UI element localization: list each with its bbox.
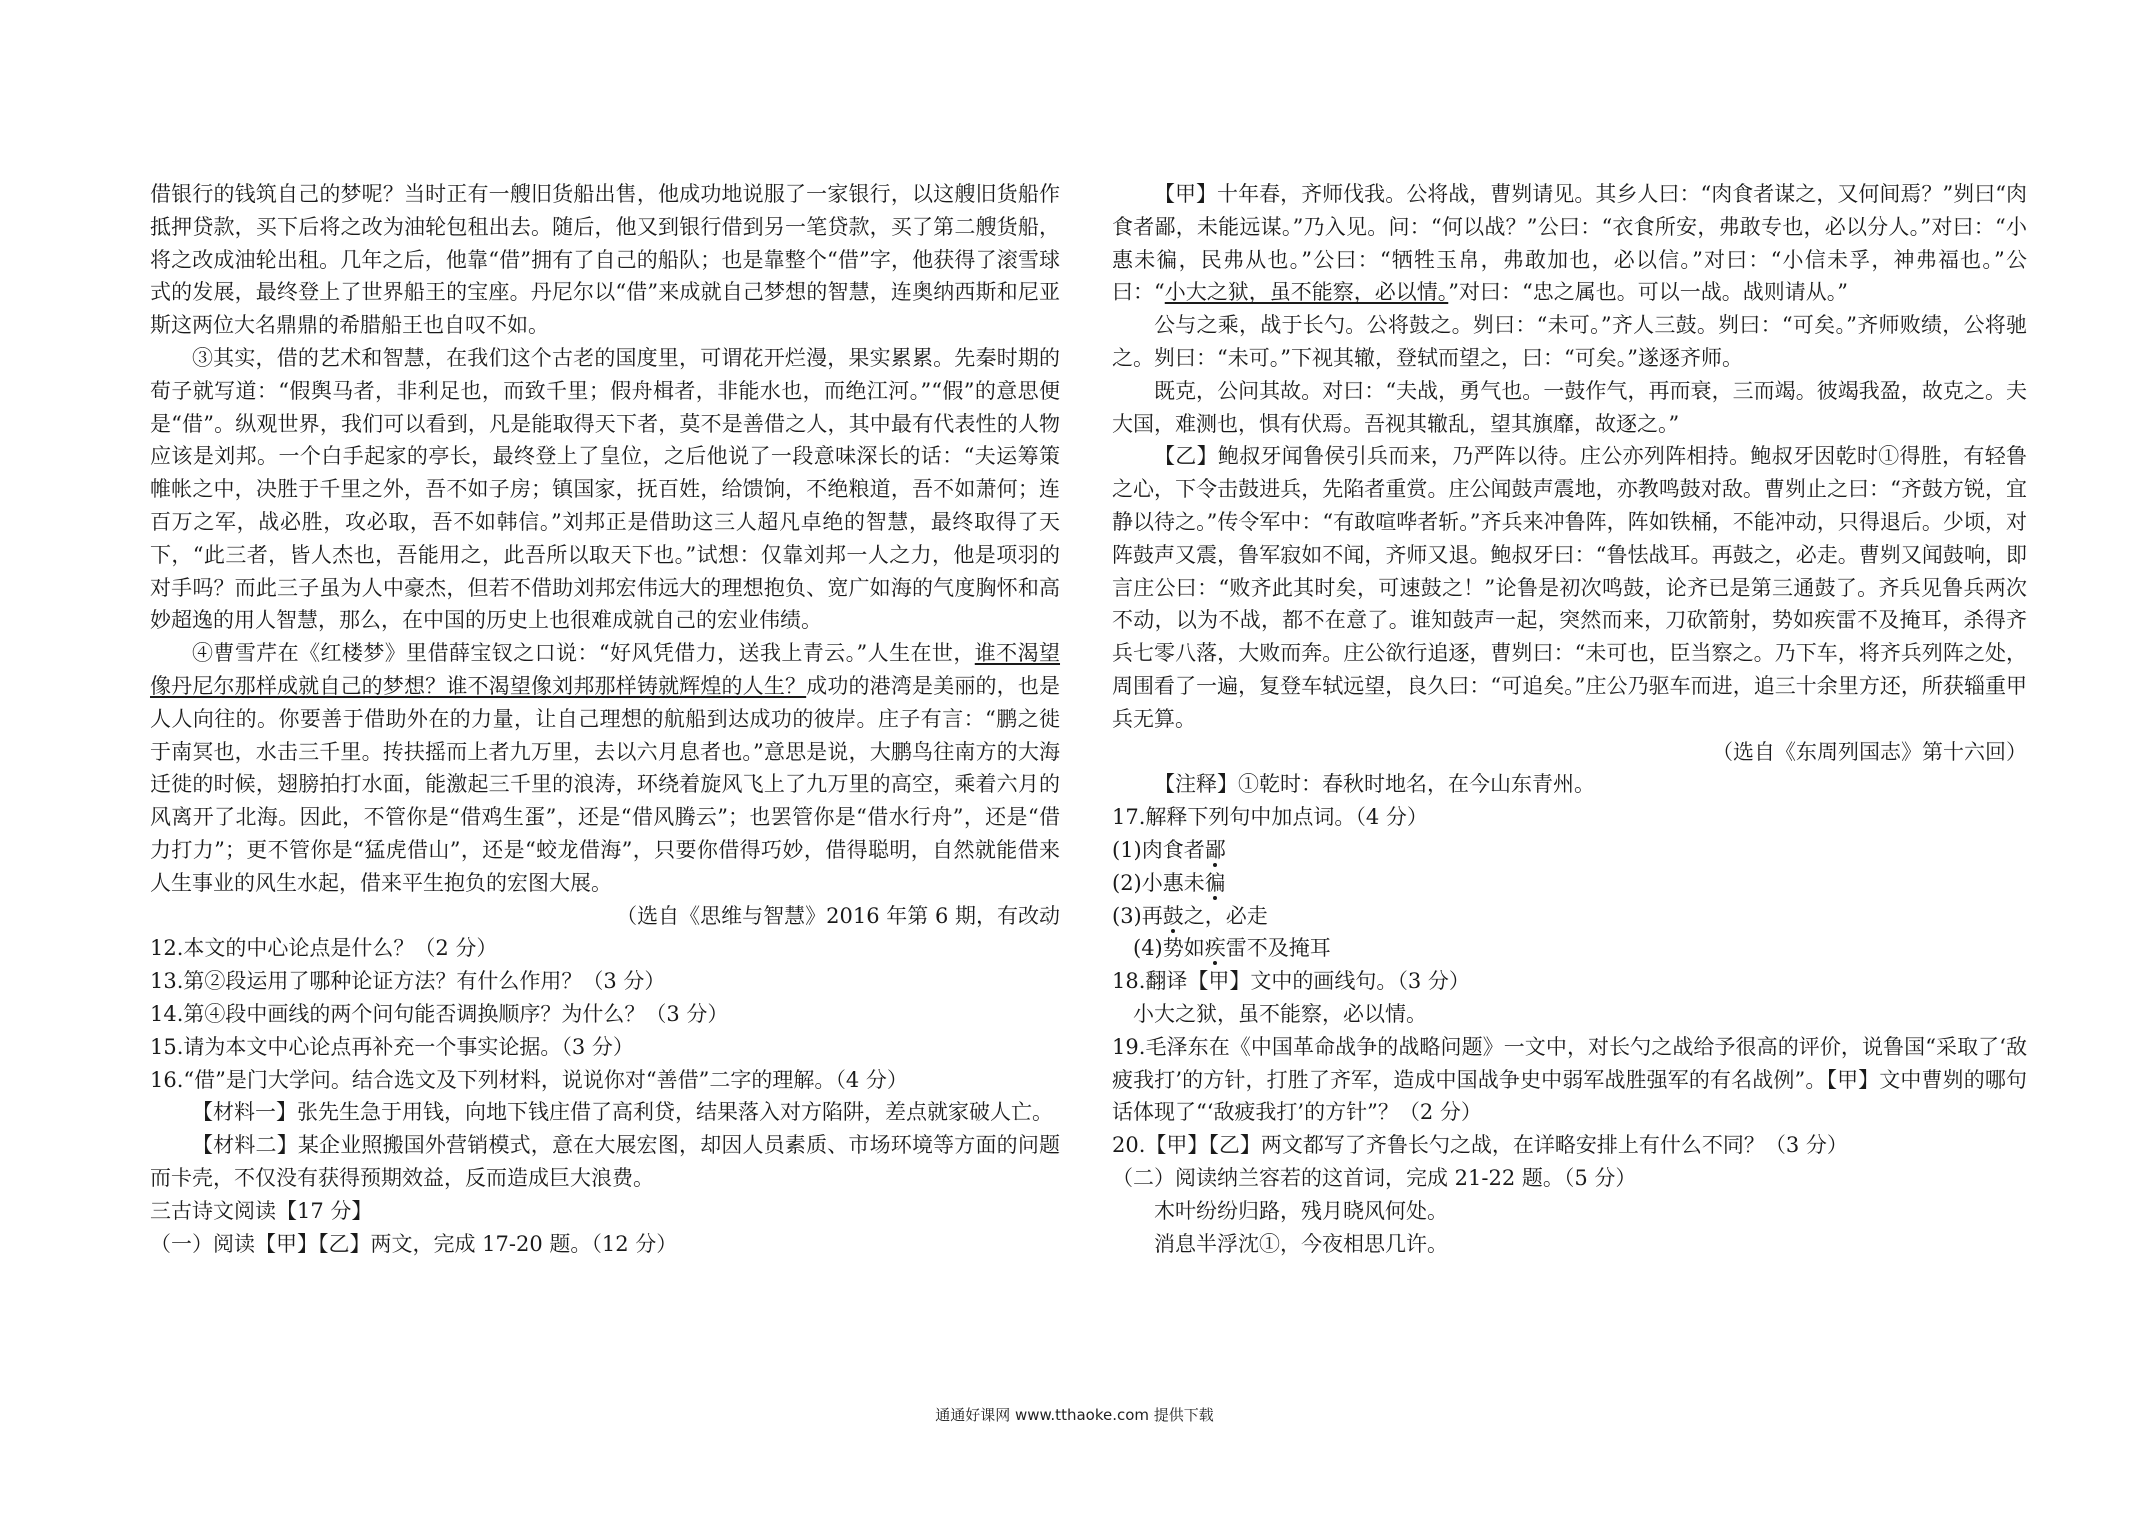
- text-jia-paragraph-1: [1112, 178, 2027, 309]
- material-1: 【材料一】张先生急于用钱，向地下钱庄借了高利贷，结果落入对方陷阱，差点就家破人亡。: [192, 1100, 1053, 1125]
- paragraph-4: [150, 637, 1060, 899]
- q17-3-text: (3)再: [1112, 903, 1163, 928]
- jia-text-a: 【甲】十年春，齐师伐我。公将战，曹刿请见。其乡人曰：“肉食者谋之，又何间焉？”刿曰“肉食者鄙，未能远谋。”乃入见。问：“何以战？”公曰：“衣食所安，弗敢专也，必以分人。”对曰：“小惠未徧，民弗从也。”公曰：“牺牲玉帛，弗敢加也，必以信。”对曰：“小信未孚，神弗福也。”公曰：“: [1112, 182, 2027, 305]
- question-14: 14.第④段中画线的两个问句能否调换顺序？为什么？（3 分）: [150, 1001, 729, 1026]
- section-3-1-heading: （一）阅读【甲】【乙】两文，完成 17-20 题。（12 分）: [150, 1231, 678, 1256]
- question-19: 19.毛泽东在《中国革命战争的战略问题》一文中，对长勺之战给予很高的评价，说鲁国“采取了‘敌疲我打’的方针，打胜了齐军，造成中国战争史中弱军战胜强军的有名战例”。【甲】文中曹刿的哪句话体现了“‘敌疲我打’的方针”？（2 分）: [1112, 1034, 2027, 1125]
- question-17-item-2: [1112, 867, 2027, 900]
- q17-1-text: (1)肉食者: [1112, 837, 1205, 862]
- q17-3-dotted-word: 鼓: [1162, 903, 1184, 928]
- q17-4-dotted-word: 疾: [1204, 936, 1226, 961]
- page-footer: 通通好课网 www.tthaoke.com 提供下载: [935, 1406, 1214, 1424]
- annotation-note: 【注释】①乾时：春秋时地名，在今山东青州。: [1154, 772, 1595, 797]
- q17-4-text-b: 雷不及掩耳: [1225, 936, 1331, 961]
- text-jia-paragraph-2: 公与之乘，战于长勺。公将鼓之。刿曰：“未可。”齐人三鼓。刿曰：“可矣。”齐师败绩，公将驰之。刿曰：“未可。”下视其辙，登轼而望之，曰：“可矣。”遂逐齐师。: [1112, 313, 2027, 370]
- question-18-sentence: 小大之狱，虽不能察，必以情。: [1133, 1001, 1427, 1026]
- article-source: （选自《思维与智慧》2016 年第 6 期，有改动: [616, 903, 1060, 928]
- question-16: 16.“借”是门大学问。结合选文及下列材料，说说你对“善借”二字的理解。（4 分）: [150, 1067, 908, 1092]
- question-17: 17.解释下列句中加点词。（4 分）: [1112, 805, 1428, 830]
- q17-2-dotted-word: 徧: [1204, 870, 1226, 895]
- question-17-item-3: [1112, 900, 2027, 933]
- underlined-questions: 谁不渴望像丹尼尔那样成就自己的梦想？谁不渴望像刘邦那样铸就辉煌的人生？: [150, 641, 1061, 698]
- text-jia-paragraph-3: 既克，公问其故。对曰：“夫战，勇气也。一鼓作气，再而衰，三而竭。彼竭我盈，故克之。夫大国，难测也，惧有伏焉。吾视其辙乱，望其旗靡，故逐之。”: [1112, 378, 2027, 436]
- poem-line-1: 木叶纷纷归路，残月晓风何处。: [1154, 1198, 1448, 1223]
- question-13: 13.第②段运用了哪种论证方法？有什么作用？（3 分）: [150, 969, 666, 994]
- question-20: 20.【甲】【乙】两文都写了齐鲁长勺之战，在详略安排上有什么不同？（3 分）: [1112, 1133, 1848, 1158]
- q17-4-text: (4)势如: [1133, 936, 1205, 961]
- left-column: [150, 178, 1060, 1260]
- text-yi: 【乙】鲍叔牙闻鲁侯引兵而来，乃严阵以待。庄公亦列阵相持。鲍叔牙因乾时①得胜，有轻鲁之心，下令击鼓进兵，先陷者重赏。庄公闻鼓声震地，亦教鸣鼓对敌。曹刿止之曰：“齐鼓方锐，宜静以待之。”传令军中：“有敢喧哗者斩。”齐兵来冲鲁阵，阵如铁桶，不能冲动，只得退后。少顷，对阵鼓声又震，鲁军寂如不闻，齐师又退。鲍叔牙曰：“鲁怯战耳。再鼓之，必走。曹刿又闻鼓响，即言庄公曰：“败齐此其时矣，可速鼓之！”论鲁是初次鸣鼓，论齐已是第三通鼓了。齐兵见鲁兵两次不动，以为不战，都不在意了。谁知鼓声一起，突然而来，刀砍箭射，势如疾雷不及掩耳，杀得齐兵七零八落，大败而奔。庄公欲行追逐，曹刿曰：“未可也，臣当察之。乃下车，将齐兵列阵之处，周围看了一遍，复登车轼远望，良久曰：“可追矣。”庄公乃驱车而进，追三十余里方还，所获辎重甲兵无算。: [1112, 444, 2027, 731]
- jia-text-b: ”对曰：“忠之属也。可以一战。战则请从。”: [1448, 280, 1848, 305]
- paragraph-4-text-b: 成功的港湾是美丽的，也是人人向往的。你要善于借助外在的力量，让自己理想的航船到达成功的彼岸。庄子有言：“鹏之徙于南冥也，水击三千里。抟扶摇而上者九万里，去以六月息者也。”意思是说，大鹏鸟往南方的大海迁徙的时候，翅膀拍打水面，能激起三千里的浪涛，环绕着旋风飞上了九万里的高空，乘着六月的风离开了北海。因此，不管你是“借鸡生蛋”，还是“借风腾云”；也罢管你是“借水行舟”，还是“借力打力”；更不管你是“猛虎借山”，还是“蛟龙借海”，只要你借得巧妙，借得聪明，自然就能借来人生事业的风生水起，借来平生抱负的宏图大展。: [150, 673, 1061, 895]
- q17-2-text: (2)小惠未: [1112, 870, 1205, 895]
- q17-1-dotted-word: 鄙: [1204, 837, 1226, 862]
- q17-3-text-b: 之，必走: [1183, 903, 1268, 928]
- material-2: 【材料二】某企业照搬国外营销模式，意在大展宏图，却因人员素质、市场环境等方面的问题而卡壳，不仅没有获得预期效益，反而造成巨大浪费。: [150, 1133, 1060, 1190]
- paragraph-4-text-a: ④曹雪芹在《红楼梦》里借薛宝钗之口说：“好风凭借力，送我上青云。”人生在世，: [192, 641, 975, 666]
- question-17-item-1: [1112, 834, 2027, 867]
- jia-underlined-sentence: 小大之狱，虽不能察，必以情。: [1164, 280, 1449, 305]
- question-17-item-4: [1112, 932, 2027, 965]
- question-15: 15.请为本文中心论点再补充一个事实论据。（3 分）: [150, 1034, 634, 1059]
- right-column: [1112, 178, 2027, 1260]
- paragraph-intro: 借银行的钱筑自己的梦呢？当时正有一艘旧货船出售，他成功地说服了一家银行，以这艘旧货船作抵押贷款，买下后将之改为油轮包租出去。随后，他又到银行借到另一笔贷款，买了第二艘货船，将之改成油轮出租。几年之后，他靠“借”拥有了自己的船队；也是靠整个“借”字，他获得了滚雪球式的发展，最终登上了世界船王的宝座。丹尼尔以“借”来成就自己梦想的智慧，连奥纳西斯和尼亚斯这两位大名鼎鼎的希腊船王也自叹不如。: [150, 182, 1060, 338]
- text-yi-source: （选自《东周列国志》第十六回）: [1712, 739, 2027, 764]
- paragraph-3: ③其实，借的艺术和智慧，在我们这个古老的国度里，可谓花开烂漫，果实累累。先秦时期的荀子就写道：“假舆马者，非利足也，而致千里；假舟楫者，非能水也，而绝江河。”“假”的意思便是“借”。纵观世界，我们可以看到，凡是能取得天下者，莫不是善借之人，其中最有代表性的人物应该是刘邦。一个白手起家的亭长，最终登上了皇位，之后他说了一段意味深长的话：“夫运筹策帷帐之中，决胜于千里之外，吾不如子房；镇国家，抚百姓，给馈饷，不绝粮道，吾不如萧何；连百万之军，战必胜，攻必取，吾不如韩信。”刘邦正是借助这三人超凡卓绝的智慧，最终取得了天下，“此三者，皆人杰也，吾能用之，此吾所以取天下也。”试想：仅靠刘邦一人之力，他是项羽的对手吗？而此三子虽为人中豪杰，但若不借助刘邦宏伟远大的理想抱负、宽广如海的气度胸怀和高妙超逸的用人智慧，那么，在中国的历史上也很难成就自己的宏业伟绩。: [150, 345, 1060, 633]
- section-2-heading: （二）阅读纳兰容若的这首词，完成 21-22 题。（5 分）: [1112, 1165, 1637, 1190]
- poem-line-2: 消息半浮沈①，今夜相思几许。: [1154, 1231, 1448, 1256]
- question-18: 18.翻译【甲】文中的画线句。（3 分）: [1112, 969, 1470, 994]
- section-3-heading: 三古诗文阅读【17 分】: [150, 1198, 373, 1223]
- question-12: 12.本文的中心论点是什么？（2 分）: [150, 936, 498, 961]
